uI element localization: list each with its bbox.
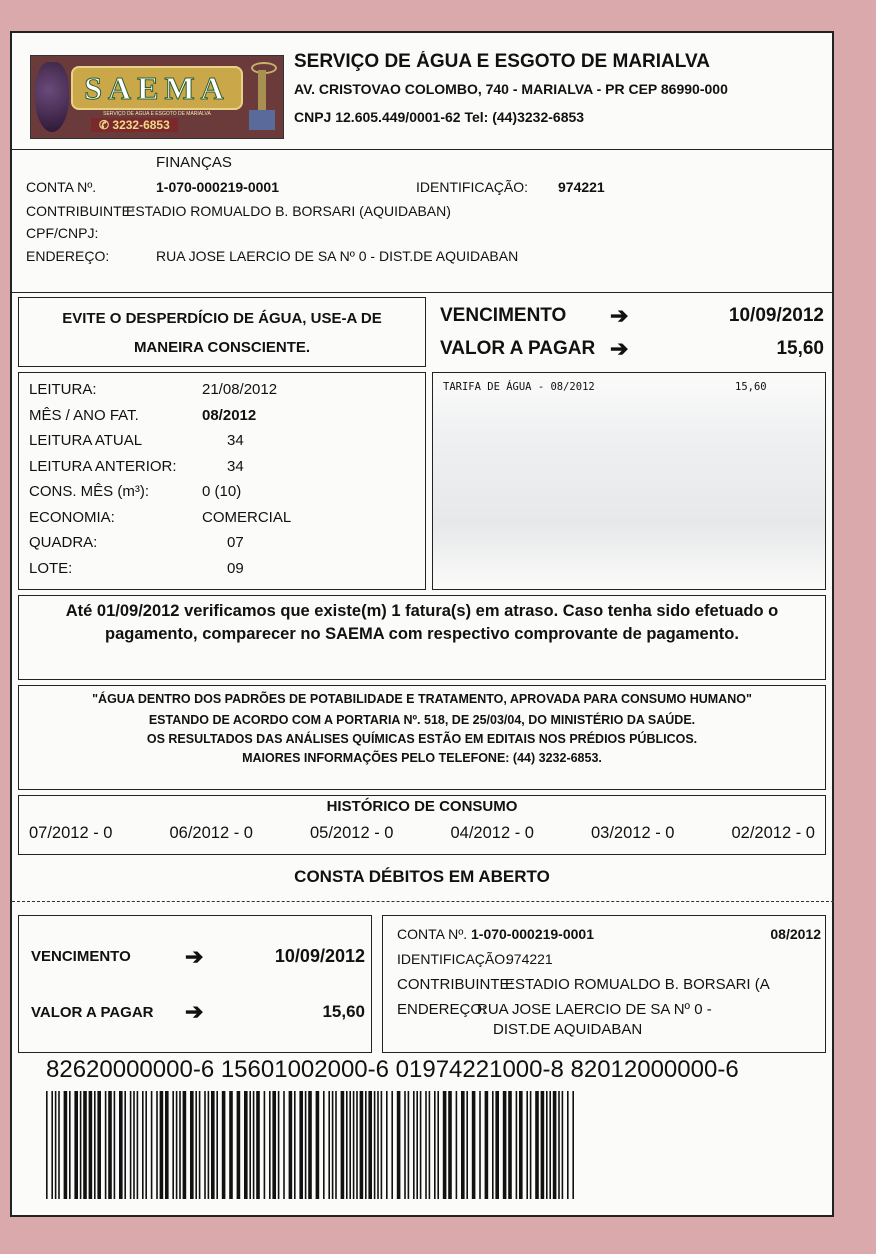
- barcode-bar: [83, 1091, 87, 1199]
- barcode-bar: [492, 1091, 494, 1199]
- barcode-bar: [124, 1091, 126, 1199]
- quality-line-3: OS RESULTADOS DAS ANÁLISES QUÍMICAS ESTÃO EM EDITAIS NOS PRÉDIOS PÚBLICOS.: [146, 732, 698, 746]
- barcode-bar: [151, 1091, 153, 1199]
- stub-payment-panel: [18, 915, 372, 1053]
- barcode-bar: [55, 1091, 57, 1199]
- barcode-bar: [503, 1091, 507, 1199]
- reading-label: LEITURA:: [29, 381, 97, 398]
- barcode-bar: [105, 1091, 107, 1199]
- org-address: AV. CRISTOVAO COLOMBO, 740 - MARIALVA - PR CEP 86990-000: [294, 81, 728, 97]
- divider: [12, 149, 834, 150]
- barcode-bar: [74, 1091, 78, 1199]
- barcode-bar: [443, 1091, 447, 1199]
- overdue-panel: [18, 595, 826, 680]
- barcode-bar: [119, 1091, 123, 1199]
- account-label: CONTA Nº.: [26, 179, 97, 195]
- barcode-bar: [386, 1091, 388, 1199]
- stub-reference: 08/2012: [770, 926, 821, 942]
- barcode-bar: [530, 1091, 532, 1199]
- charge-description: TARIFA DE ÁGUA - 08/2012: [443, 381, 595, 393]
- reading-value: 07: [227, 534, 244, 551]
- notice-line-2: MANEIRA CONSCIENTE.: [133, 339, 311, 356]
- id-value: 974221: [558, 179, 605, 195]
- barcode-bar: [456, 1091, 458, 1199]
- barcode-bar: [89, 1091, 93, 1199]
- barcode-bar: [374, 1091, 376, 1199]
- reading-label: LEITURA ANTERIOR:: [29, 457, 177, 475]
- barcode-bar: [108, 1091, 112, 1199]
- barcode-bar: [391, 1091, 393, 1199]
- barcode-bar: [349, 1091, 351, 1199]
- barcode-bar: [237, 1091, 241, 1199]
- barcode-bar: [558, 1091, 560, 1199]
- barcode-bar: [368, 1091, 372, 1199]
- barcode-bar: [434, 1091, 436, 1199]
- history-item: 05/2012 - 0: [310, 824, 394, 842]
- barcode-bar: [216, 1091, 218, 1199]
- barcode-bar: [172, 1091, 174, 1199]
- barcode-bar: [420, 1091, 422, 1199]
- reading-label: LEITURA ATUAL: [29, 432, 143, 449]
- stub-amount-label: VALOR A PAGAR: [31, 1004, 154, 1021]
- barcode-bar: [64, 1091, 68, 1199]
- readings-panel: [18, 372, 426, 590]
- barcode-bar: [283, 1091, 285, 1199]
- barcode-bar: [142, 1091, 144, 1199]
- barcode-bar: [323, 1091, 325, 1199]
- barcode-bar: [356, 1091, 358, 1199]
- barcode-digits: 82620000000-6 15601002000-6 01974221000-8 82012000000-6: [46, 1056, 739, 1083]
- barcode-bar: [567, 1091, 569, 1199]
- barcode-bar: [341, 1091, 345, 1199]
- cpf-label: CPF/CNPJ:: [26, 225, 99, 241]
- barcode-bar: [97, 1091, 101, 1199]
- reading-value: 08/2012: [202, 406, 257, 424]
- amount-label: VALOR A PAGAR: [440, 338, 596, 359]
- barcode-bar: [485, 1091, 489, 1199]
- barcode-bar: [199, 1091, 201, 1199]
- arrow-icon: ➔: [185, 944, 204, 969]
- barcode-bar: [404, 1091, 406, 1199]
- stub-address-2: DIST.DE AQUIDABAN: [493, 1021, 643, 1038]
- quality-line-1: "ÁGUA DENTRO DOS PADRÕES DE POTABILIDADE E TRATAMENTO, APROVADA PARA CONSUMO HUMANO": [92, 692, 752, 706]
- barcode-bar: [160, 1091, 164, 1199]
- barcode-icon: [46, 1091, 578, 1199]
- contributor-label: CONTRIBUINTE:: [26, 203, 135, 219]
- barcode-bar: [562, 1091, 564, 1199]
- amount-value: 15,60: [776, 338, 824, 359]
- barcode-bar: [377, 1091, 379, 1199]
- barcode-bar: [335, 1091, 337, 1199]
- barcode-bar: [51, 1091, 53, 1199]
- barcode-bar: [541, 1091, 545, 1199]
- org-cnpj-tel: CNPJ 12.605.449/0001-62 Tel: (44)3232-6853: [294, 109, 585, 125]
- reading-label: QUADRA:: [29, 534, 98, 551]
- history-title: HISTÓRICO DE CONSUMO: [326, 798, 518, 815]
- barcode-bar: [461, 1091, 465, 1199]
- barcode-bar: [69, 1091, 71, 1199]
- reading-label: LOTE:: [29, 559, 73, 577]
- section-label: FINANÇAS: [156, 154, 232, 171]
- barcode-bar: [272, 1091, 276, 1199]
- barcode-bar: [183, 1091, 187, 1199]
- barcode-bar: [346, 1091, 348, 1199]
- history-panel: [18, 795, 826, 855]
- barcode-bar: [229, 1091, 233, 1199]
- barcode-bar: [332, 1091, 334, 1199]
- stub-amount: 15,60: [322, 1002, 365, 1021]
- barcode-bar: [299, 1091, 303, 1199]
- faucet-icon: [245, 60, 279, 134]
- stub-due-date: 10/09/2012: [274, 946, 365, 966]
- reading-label: ECONOMIA:: [29, 508, 115, 526]
- barcode-bar: [46, 1091, 48, 1199]
- barcode-bar: [211, 1091, 215, 1199]
- history-item: 07/2012 - 0: [29, 824, 113, 842]
- divider: [12, 292, 834, 293]
- address-value: RUA JOSE LAERCIO DE SA Nº 0 - DIST.DE AQUIDABAN: [156, 248, 519, 264]
- barcode-bar: [365, 1091, 367, 1199]
- barcode-bar: [413, 1091, 415, 1199]
- arrow-icon: ➔: [610, 336, 629, 361]
- barcode-bar: [429, 1091, 431, 1199]
- barcode-bar: [448, 1091, 452, 1199]
- conservation-notice: [18, 297, 426, 367]
- stub-address-label: ENDEREÇO:: [397, 1001, 487, 1018]
- barcode-bar: [479, 1091, 481, 1199]
- barcode-bar: [80, 1091, 82, 1199]
- arrow-icon: ➔: [185, 999, 204, 1024]
- barcode-bar: [508, 1091, 512, 1199]
- barcode-bar: [360, 1091, 364, 1199]
- barcode-bar: [190, 1091, 194, 1199]
- reading-value: 21/08/2012: [202, 381, 278, 398]
- grapes-icon: [35, 62, 69, 132]
- barcode-bar: [546, 1091, 548, 1199]
- quality-line-2: ESTANDO DE ACORDO COM A PORTARIA Nº. 518, DE 25/03/04, DO MINISTÉRIO DA SAÚDE.: [148, 713, 696, 727]
- barcode-bar: [516, 1091, 518, 1199]
- barcode-bar: [244, 1091, 248, 1199]
- history-list: [29, 824, 815, 843]
- logo-brand: SAEMA: [84, 70, 230, 106]
- barcode-bar: [519, 1091, 523, 1199]
- reading-value: 34: [227, 457, 244, 475]
- barcode-bar: [472, 1091, 476, 1199]
- barcode-bar: [94, 1091, 96, 1199]
- stub-due-label: VENCIMENTO: [31, 948, 131, 965]
- stub-contributor: ESTADIO ROMUALDO B. BORSARI (A: [505, 976, 770, 993]
- barcode-bar: [195, 1091, 197, 1199]
- barcode-bar: [308, 1091, 312, 1199]
- stub-account: 1-070-000219-0001: [471, 926, 594, 942]
- barcode-bar: [425, 1091, 427, 1199]
- logo-banner: [71, 66, 243, 110]
- reading-label: CONS. MÊS (m³):: [29, 483, 149, 500]
- barcode-bar: [156, 1091, 158, 1199]
- barcode-bar: [253, 1091, 255, 1199]
- saema-logo: [30, 55, 284, 139]
- contributor-value: ESTADIO ROMUALDO B. BORSARI (AQUIDABAN): [126, 203, 451, 219]
- stub-account-panel: [382, 915, 826, 1053]
- charges-panel: [432, 372, 826, 590]
- due-label: VENCIMENTO: [440, 305, 567, 326]
- barcode-bar: [294, 1091, 296, 1199]
- barcode-bar: [114, 1091, 116, 1199]
- notice-line-1: EVITE O DESPERDÍCIO DE ÁGUA, USE-A DE: [62, 310, 382, 327]
- overdue-message: Até 01/09/2012 verificamos que existe(m) 1 fatura(s) em atraso. Caso tenha sido efetuado o pagamento, comparecer no SAEMA com respectivo comprovante de pagamento.: [65, 602, 779, 643]
- barcode-bar: [526, 1091, 528, 1199]
- barcode-bar: [289, 1091, 293, 1199]
- quality-line-4: MAIORES INFORMAÇÕES PELO TELEFONE: (44) 3232-6853.: [242, 751, 602, 765]
- barcode-bar: [305, 1091, 307, 1199]
- barcode-bar: [316, 1091, 320, 1199]
- id-label: IDENTIFICAÇÃO:: [416, 179, 529, 195]
- quality-panel: [18, 685, 826, 790]
- reading-value: 0 (10): [202, 483, 242, 500]
- arrow-icon: ➔: [610, 303, 629, 328]
- barcode-bar: [416, 1091, 418, 1199]
- barcode-bar: [208, 1091, 210, 1199]
- cut-line: [12, 901, 834, 902]
- barcode-bar: [249, 1091, 251, 1199]
- barcode-bar: [165, 1091, 169, 1199]
- barcode-bar: [466, 1091, 468, 1199]
- barcode-bar: [222, 1091, 226, 1199]
- logo-tagline: SERVIÇO DE ÁGUA E ESGOTO DE MARIALVA: [103, 111, 211, 117]
- reading-value: 34: [227, 432, 244, 449]
- barcode-bar: [408, 1091, 410, 1199]
- barcode-bar: [572, 1091, 574, 1199]
- history-item: 03/2012 - 0: [591, 824, 675, 842]
- barcode-bar: [256, 1091, 260, 1199]
- stub-id-label: IDENTIFICAÇÃO:: [397, 951, 510, 967]
- history-item: 02/2012 - 0: [731, 824, 815, 842]
- barcode-bar: [553, 1091, 557, 1199]
- barcode-bar: [437, 1091, 439, 1199]
- barcode-bar: [353, 1091, 355, 1199]
- stub-id: 974221: [506, 951, 553, 967]
- barcode-bar: [495, 1091, 499, 1199]
- barcode-bar: [133, 1091, 135, 1199]
- barcode-bar: [397, 1091, 401, 1199]
- reading-value: 09: [227, 559, 244, 577]
- history-item: 06/2012 - 0: [169, 824, 253, 842]
- barcode-bar: [204, 1091, 206, 1199]
- barcode-bar: [130, 1091, 132, 1199]
- stub-account-label: CONTA Nº.: [397, 926, 468, 942]
- due-date: 10/09/2012: [728, 305, 824, 326]
- stub-address: RUA JOSE LAERCIO DE SA Nº 0 -: [477, 1001, 712, 1018]
- barcode-bar: [328, 1091, 330, 1199]
- barcode-bar: [269, 1091, 271, 1199]
- barcode-bar: [179, 1091, 181, 1199]
- org-name: SERVIÇO DE ÁGUA E ESGOTO DE MARIALVA: [294, 51, 710, 72]
- account-number: 1-070-000219-0001: [156, 179, 279, 195]
- stub-contributor-label: CONTRIBUINTE:: [397, 976, 514, 993]
- history-item: 04/2012 - 0: [450, 824, 534, 842]
- debts-title: CONSTA DÉBITOS EM ABERTO: [294, 867, 550, 886]
- logo-phone: ✆ 3232-6853: [91, 118, 178, 132]
- barcode-bar: [176, 1091, 178, 1199]
- barcode-bar: [137, 1091, 139, 1199]
- barcode-bar: [549, 1091, 551, 1199]
- barcode-bar: [381, 1091, 383, 1199]
- charge-value: 15,60: [735, 381, 767, 393]
- barcode-bar: [264, 1091, 266, 1199]
- barcode-bar: [58, 1091, 60, 1199]
- reading-value: COMERCIAL: [202, 508, 292, 526]
- reading-label: MÊS / ANO FAT.: [29, 406, 139, 424]
- barcode-bar: [278, 1091, 280, 1199]
- water-bill: [10, 31, 834, 1217]
- address-label: ENDEREÇO:: [26, 248, 110, 264]
- barcode-bar: [535, 1091, 539, 1199]
- barcode-bar: [145, 1091, 147, 1199]
